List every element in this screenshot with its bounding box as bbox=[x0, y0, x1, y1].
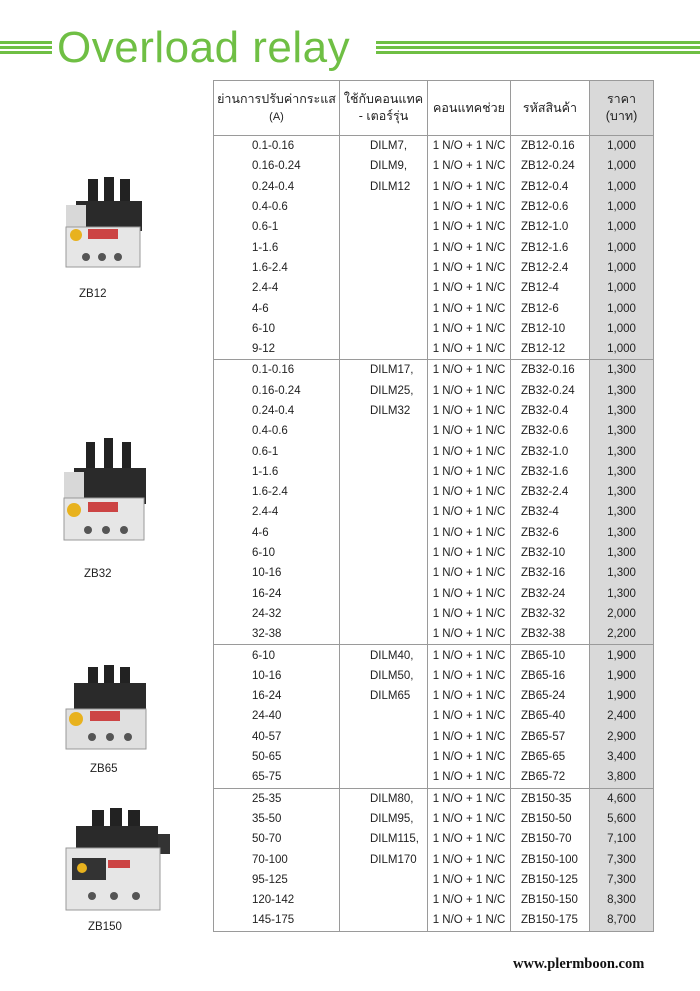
table-row bbox=[214, 767, 654, 788]
aux-contact-cell: 1 N/O + 1 N/C bbox=[428, 747, 511, 767]
table-row bbox=[214, 217, 654, 237]
product-code-cell: ZB12-2.4 bbox=[511, 258, 590, 278]
aux-contact-cell: 1 N/O + 1 N/C bbox=[428, 910, 511, 931]
contactor-cell: DILM12 bbox=[340, 177, 428, 197]
aux-contact-cell: 1 N/O + 1 N/C bbox=[428, 197, 511, 217]
page-header bbox=[0, 0, 700, 80]
contactor-cell: DILM50, bbox=[340, 666, 428, 686]
price-cell: 5,600 bbox=[590, 809, 654, 829]
contactor-cell bbox=[340, 217, 428, 237]
table-row bbox=[214, 197, 654, 217]
aux-contact-cell: 1 N/O + 1 N/C bbox=[428, 870, 511, 890]
contactor-cell bbox=[340, 584, 428, 604]
price-cell: 1,300 bbox=[590, 502, 654, 522]
contactor-cell bbox=[340, 278, 428, 298]
price-cell: 1,000 bbox=[590, 298, 654, 318]
contactor-cell bbox=[340, 767, 428, 788]
product-code-cell: ZB32-32 bbox=[511, 604, 590, 624]
table-row bbox=[214, 910, 654, 931]
aux-contact-cell: 1 N/O + 1 N/C bbox=[428, 584, 511, 604]
table-row bbox=[214, 401, 654, 421]
product-code-cell: ZB150-175 bbox=[511, 910, 590, 931]
range-cell: 0.6-1 bbox=[214, 441, 340, 461]
range-cell: 0.1-0.16 bbox=[214, 360, 340, 381]
table-row bbox=[214, 441, 654, 461]
header-price: ราคา (บาท) bbox=[590, 81, 654, 136]
product-code-cell: ZB65-72 bbox=[511, 767, 590, 788]
contactor-cell: DILM7, bbox=[340, 136, 428, 157]
product-code-cell: ZB12-6 bbox=[511, 298, 590, 318]
table-row bbox=[214, 258, 654, 278]
header-stripes-left bbox=[0, 41, 52, 53]
contactor-cell bbox=[340, 910, 428, 931]
table-row bbox=[214, 136, 654, 157]
contactor-cell bbox=[340, 298, 428, 318]
aux-contact-cell: 1 N/O + 1 N/C bbox=[428, 258, 511, 278]
aux-contact-cell: 1 N/O + 1 N/C bbox=[428, 156, 511, 176]
aux-contact-cell: 1 N/O + 1 N/C bbox=[428, 809, 511, 829]
range-cell: 2.4-4 bbox=[214, 502, 340, 522]
aux-contact-cell: 1 N/O + 1 N/C bbox=[428, 727, 511, 747]
table-row bbox=[214, 563, 654, 583]
product-code-cell: ZB12-10 bbox=[511, 319, 590, 339]
price-cell: 1,300 bbox=[590, 360, 654, 381]
product-code-cell: ZB150-50 bbox=[511, 809, 590, 829]
table-row bbox=[214, 523, 654, 543]
range-cell: 4-6 bbox=[214, 298, 340, 318]
price-cell: 2,000 bbox=[590, 604, 654, 624]
price-cell: 7,300 bbox=[590, 849, 654, 869]
product-code-cell: ZB32-0.6 bbox=[511, 421, 590, 441]
price-cell: 3,400 bbox=[590, 747, 654, 767]
aux-contact-cell: 1 N/O + 1 N/C bbox=[428, 360, 511, 381]
header-contactor: ใช้กับคอนแทค - เตอร์รุ่น bbox=[340, 81, 428, 136]
product-code-cell: ZB32-0.16 bbox=[511, 360, 590, 381]
price-cell: 7,100 bbox=[590, 829, 654, 849]
price-cell: 1,000 bbox=[590, 136, 654, 157]
range-cell: 95-125 bbox=[214, 870, 340, 890]
product-code-cell: ZB65-10 bbox=[511, 645, 590, 666]
table-row bbox=[214, 421, 654, 441]
table-row bbox=[214, 298, 654, 318]
product-code-cell: ZB32-10 bbox=[511, 543, 590, 563]
price-cell: 1,300 bbox=[590, 563, 654, 583]
product-code-cell: ZB12-1.6 bbox=[511, 237, 590, 257]
contactor-cell bbox=[340, 258, 428, 278]
price-cell: 7,300 bbox=[590, 870, 654, 890]
product-code-cell: ZB12-0.16 bbox=[511, 136, 590, 157]
contactor-cell bbox=[340, 482, 428, 502]
table-row bbox=[214, 747, 654, 767]
aux-contact-cell: 1 N/O + 1 N/C bbox=[428, 421, 511, 441]
table-row bbox=[214, 686, 654, 706]
aux-contact-cell: 1 N/O + 1 N/C bbox=[428, 462, 511, 482]
price-cell: 1,300 bbox=[590, 441, 654, 461]
table-row bbox=[214, 482, 654, 502]
aux-contact-cell: 1 N/O + 1 N/C bbox=[428, 278, 511, 298]
range-cell: 1-1.6 bbox=[214, 237, 340, 257]
product-code-cell: ZB12-12 bbox=[511, 339, 590, 360]
product-code-cell: ZB32-0.24 bbox=[511, 381, 590, 401]
product-code-cell: ZB32-16 bbox=[511, 563, 590, 583]
price-cell: 1,000 bbox=[590, 237, 654, 257]
header-range: ย่านการปรับค่ากระแส (A) bbox=[214, 81, 340, 136]
contactor-cell bbox=[340, 441, 428, 461]
aux-contact-cell: 1 N/O + 1 N/C bbox=[428, 849, 511, 869]
price-cell: 1,000 bbox=[590, 197, 654, 217]
aux-contact-cell: 1 N/O + 1 N/C bbox=[428, 441, 511, 461]
contactor-cell bbox=[340, 604, 428, 624]
range-cell: 40-57 bbox=[214, 727, 340, 747]
product-code-cell: ZB32-4 bbox=[511, 502, 590, 522]
contactor-cell: DILM115, bbox=[340, 829, 428, 849]
contactor-cell bbox=[340, 624, 428, 645]
price-cell: 1,300 bbox=[590, 543, 654, 563]
contactor-cell bbox=[340, 747, 428, 767]
product-code-cell: ZB32-1.6 bbox=[511, 462, 590, 482]
product-code-cell: ZB32-2.4 bbox=[511, 482, 590, 502]
aux-contact-cell: 1 N/O + 1 N/C bbox=[428, 563, 511, 583]
aux-contact-cell: 1 N/O + 1 N/C bbox=[428, 666, 511, 686]
price-cell: 1,300 bbox=[590, 421, 654, 441]
contactor-cell bbox=[340, 319, 428, 339]
price-cell: 8,700 bbox=[590, 910, 654, 931]
price-cell: 1,900 bbox=[590, 686, 654, 706]
table-row bbox=[214, 543, 654, 563]
product-zb150 bbox=[62, 808, 172, 938]
contactor-cell bbox=[340, 727, 428, 747]
product-code-cell: ZB32-38 bbox=[511, 624, 590, 645]
contactor-cell bbox=[340, 421, 428, 441]
product-code-cell: ZB150-150 bbox=[511, 890, 590, 910]
aux-contact-cell: 1 N/O + 1 N/C bbox=[428, 136, 511, 157]
contactor-cell bbox=[340, 462, 428, 482]
price-cell: 1,000 bbox=[590, 217, 654, 237]
range-cell: 25-35 bbox=[214, 788, 340, 809]
table-row bbox=[214, 706, 654, 726]
aux-contact-cell: 1 N/O + 1 N/C bbox=[428, 706, 511, 726]
aux-contact-cell: 1 N/O + 1 N/C bbox=[428, 482, 511, 502]
range-cell: 70-100 bbox=[214, 849, 340, 869]
table-row bbox=[214, 584, 654, 604]
aux-contact-cell: 1 N/O + 1 N/C bbox=[428, 401, 511, 421]
aux-contact-cell: 1 N/O + 1 N/C bbox=[428, 523, 511, 543]
product-code-cell: ZB150-125 bbox=[511, 870, 590, 890]
aux-contact-cell: 1 N/O + 1 N/C bbox=[428, 237, 511, 257]
contactor-cell bbox=[340, 502, 428, 522]
table-body bbox=[214, 136, 654, 932]
table-row bbox=[214, 604, 654, 624]
aux-contact-cell: 1 N/O + 1 N/C bbox=[428, 624, 511, 645]
price-cell: 2,200 bbox=[590, 624, 654, 645]
range-cell: 0.16-0.24 bbox=[214, 381, 340, 401]
range-cell: 4-6 bbox=[214, 523, 340, 543]
product-label-zb12: ZB12 bbox=[79, 288, 107, 300]
product-zb12 bbox=[58, 175, 148, 305]
product-code-cell: ZB12-0.4 bbox=[511, 177, 590, 197]
product-code-cell: ZB65-16 bbox=[511, 666, 590, 686]
range-cell: 0.1-0.16 bbox=[214, 136, 340, 157]
range-cell: 24-40 bbox=[214, 706, 340, 726]
aux-contact-cell: 1 N/O + 1 N/C bbox=[428, 177, 511, 197]
range-cell: 50-70 bbox=[214, 829, 340, 849]
header-product-code: รหัสสินค้า bbox=[511, 81, 590, 136]
contactor-cell bbox=[340, 563, 428, 583]
aux-contact-cell: 1 N/O + 1 N/C bbox=[428, 645, 511, 666]
product-code-cell: ZB65-24 bbox=[511, 686, 590, 706]
range-cell: 0.24-0.4 bbox=[214, 401, 340, 421]
range-cell: 16-24 bbox=[214, 584, 340, 604]
price-cell: 1,000 bbox=[590, 177, 654, 197]
range-cell: 50-65 bbox=[214, 747, 340, 767]
table-row bbox=[214, 381, 654, 401]
price-cell: 1,000 bbox=[590, 319, 654, 339]
contactor-cell: DILM65 bbox=[340, 686, 428, 706]
contactor-cell bbox=[340, 890, 428, 910]
product-label-zb150: ZB150 bbox=[88, 921, 122, 933]
price-cell: 1,300 bbox=[590, 523, 654, 543]
table-row bbox=[214, 319, 654, 339]
aux-contact-cell: 1 N/O + 1 N/C bbox=[428, 829, 511, 849]
contactor-cell: DILM170 bbox=[340, 849, 428, 869]
aux-contact-cell: 1 N/O + 1 N/C bbox=[428, 788, 511, 809]
product-code-cell: ZB65-40 bbox=[511, 706, 590, 726]
contactor-cell: DILM40, bbox=[340, 645, 428, 666]
product-code-cell: ZB150-70 bbox=[511, 829, 590, 849]
contactor-cell bbox=[340, 870, 428, 890]
range-cell: 35-50 bbox=[214, 809, 340, 829]
footer-website: www.plermboon.com bbox=[513, 956, 645, 972]
range-cell: 32-38 bbox=[214, 624, 340, 645]
contactor-cell bbox=[340, 197, 428, 217]
range-cell: 24-32 bbox=[214, 604, 340, 624]
price-cell: 2,400 bbox=[590, 706, 654, 726]
aux-contact-cell: 1 N/O + 1 N/C bbox=[428, 217, 511, 237]
product-code-cell: ZB150-100 bbox=[511, 849, 590, 869]
price-cell: 4,600 bbox=[590, 788, 654, 809]
aux-contact-cell: 1 N/O + 1 N/C bbox=[428, 298, 511, 318]
product-label-zb65: ZB65 bbox=[90, 763, 118, 775]
aux-contact-cell: 1 N/O + 1 N/C bbox=[428, 319, 511, 339]
aux-contact-cell: 1 N/O + 1 N/C bbox=[428, 604, 511, 624]
table-row bbox=[214, 502, 654, 522]
range-cell: 145-175 bbox=[214, 910, 340, 931]
range-cell: 2.4-4 bbox=[214, 278, 340, 298]
range-cell: 0.16-0.24 bbox=[214, 156, 340, 176]
product-code-cell: ZB150-35 bbox=[511, 788, 590, 809]
aux-contact-cell: 1 N/O + 1 N/C bbox=[428, 890, 511, 910]
relay-image-zb12 bbox=[58, 175, 148, 275]
contactor-cell: DILM95, bbox=[340, 809, 428, 829]
range-cell: 16-24 bbox=[214, 686, 340, 706]
price-table bbox=[213, 80, 654, 932]
aux-contact-cell: 1 N/O + 1 N/C bbox=[428, 502, 511, 522]
range-cell: 65-75 bbox=[214, 767, 340, 788]
range-cell: 6-10 bbox=[214, 319, 340, 339]
table-row bbox=[214, 237, 654, 257]
range-cell: 6-10 bbox=[214, 543, 340, 563]
table-row bbox=[214, 624, 654, 645]
range-cell: 6-10 bbox=[214, 645, 340, 666]
product-code-cell: ZB12-4 bbox=[511, 278, 590, 298]
table-row bbox=[214, 360, 654, 381]
product-zb32 bbox=[58, 438, 153, 588]
product-code-cell: ZB32-6 bbox=[511, 523, 590, 543]
contactor-cell bbox=[340, 339, 428, 360]
range-cell: 1.6-2.4 bbox=[214, 482, 340, 502]
aux-contact-cell: 1 N/O + 1 N/C bbox=[428, 686, 511, 706]
relay-image-zb32 bbox=[58, 438, 153, 548]
price-cell: 1,300 bbox=[590, 462, 654, 482]
table-row bbox=[214, 809, 654, 829]
range-cell: 0.6-1 bbox=[214, 217, 340, 237]
range-cell: 120-142 bbox=[214, 890, 340, 910]
price-cell: 1,000 bbox=[590, 278, 654, 298]
table-row bbox=[214, 462, 654, 482]
product-code-cell: ZB65-65 bbox=[511, 747, 590, 767]
range-cell: 0.4-0.6 bbox=[214, 421, 340, 441]
product-label-zb32: ZB32 bbox=[84, 568, 112, 580]
table-row bbox=[214, 339, 654, 360]
price-cell: 1,300 bbox=[590, 482, 654, 502]
table-header-row bbox=[214, 81, 654, 136]
header-stripes-right bbox=[376, 41, 700, 53]
price-cell: 1,300 bbox=[590, 401, 654, 421]
relay-image-zb65 bbox=[62, 665, 152, 753]
contactor-cell: DILM32 bbox=[340, 401, 428, 421]
product-code-cell: ZB12-1.0 bbox=[511, 217, 590, 237]
table-row bbox=[214, 156, 654, 176]
contactor-cell: DILM80, bbox=[340, 788, 428, 809]
aux-contact-cell: 1 N/O + 1 N/C bbox=[428, 767, 511, 788]
range-cell: 1-1.6 bbox=[214, 462, 340, 482]
page-title: Overload relay bbox=[57, 23, 351, 72]
table-row bbox=[214, 849, 654, 869]
aux-contact-cell: 1 N/O + 1 N/C bbox=[428, 339, 511, 360]
table-row bbox=[214, 645, 654, 666]
price-cell: 1,300 bbox=[590, 381, 654, 401]
product-code-cell: ZB32-1.0 bbox=[511, 441, 590, 461]
header-aux-contact: คอนแทคช่วย bbox=[428, 81, 511, 136]
table-row bbox=[214, 177, 654, 197]
range-cell: 10-16 bbox=[214, 666, 340, 686]
product-code-cell: ZB32-0.4 bbox=[511, 401, 590, 421]
table-row bbox=[214, 788, 654, 809]
contactor-cell: DILM9, bbox=[340, 156, 428, 176]
relay-image-zb150 bbox=[62, 808, 172, 913]
table-row bbox=[214, 829, 654, 849]
table-row bbox=[214, 870, 654, 890]
aux-contact-cell: 1 N/O + 1 N/C bbox=[428, 543, 511, 563]
range-cell: 0.24-0.4 bbox=[214, 177, 340, 197]
contactor-cell bbox=[340, 523, 428, 543]
price-cell: 1,000 bbox=[590, 258, 654, 278]
price-cell: 1,300 bbox=[590, 584, 654, 604]
aux-contact-cell: 1 N/O + 1 N/C bbox=[428, 381, 511, 401]
price-cell: 1,900 bbox=[590, 666, 654, 686]
contactor-cell: DILM25, bbox=[340, 381, 428, 401]
range-cell: 10-16 bbox=[214, 563, 340, 583]
contactor-cell: DILM17, bbox=[340, 360, 428, 381]
price-cell: 8,300 bbox=[590, 890, 654, 910]
contactor-cell bbox=[340, 543, 428, 563]
product-code-cell: ZB65-57 bbox=[511, 727, 590, 747]
range-cell: 0.4-0.6 bbox=[214, 197, 340, 217]
range-cell: 9-12 bbox=[214, 339, 340, 360]
product-code-cell: ZB12-0.6 bbox=[511, 197, 590, 217]
price-cell: 2,900 bbox=[590, 727, 654, 747]
range-cell: 1.6-2.4 bbox=[214, 258, 340, 278]
table-row bbox=[214, 890, 654, 910]
table-row bbox=[214, 278, 654, 298]
contactor-cell bbox=[340, 706, 428, 726]
product-code-cell: ZB32-24 bbox=[511, 584, 590, 604]
product-zb65 bbox=[62, 665, 152, 785]
product-code-cell: ZB12-0.24 bbox=[511, 156, 590, 176]
price-cell: 1,900 bbox=[590, 645, 654, 666]
table-row bbox=[214, 727, 654, 747]
price-cell: 1,000 bbox=[590, 339, 654, 360]
contactor-cell bbox=[340, 237, 428, 257]
price-cell: 3,800 bbox=[590, 767, 654, 788]
table-row bbox=[214, 666, 654, 686]
price-cell: 1,000 bbox=[590, 156, 654, 176]
